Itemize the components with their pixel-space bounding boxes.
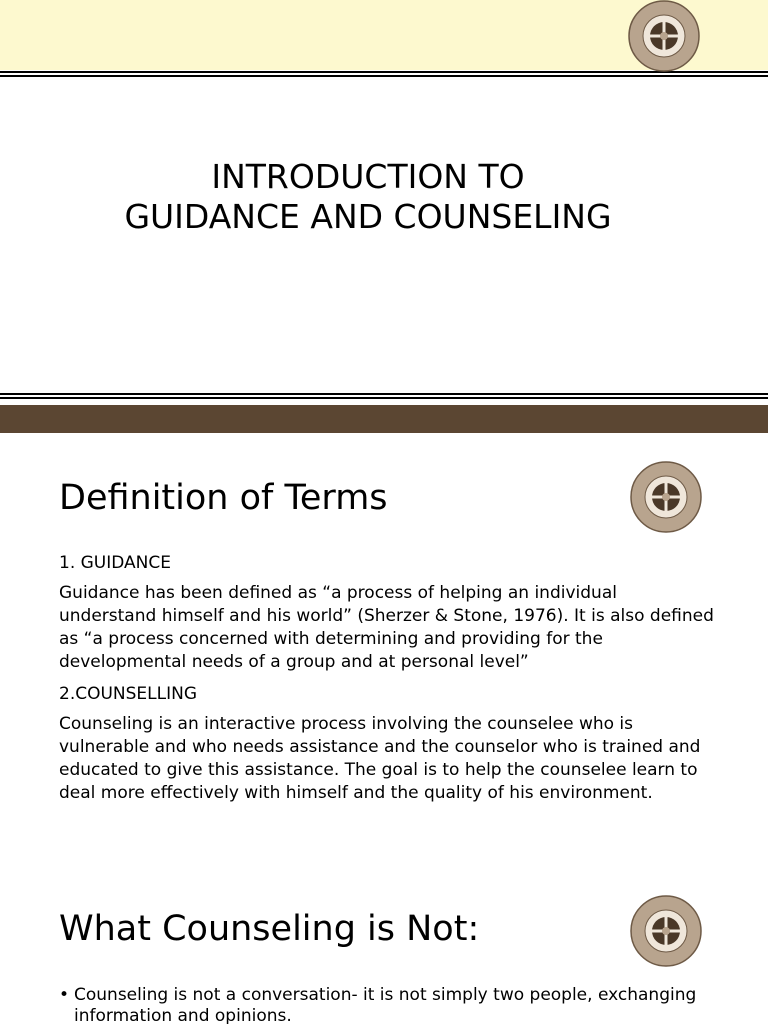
college-logo [630,895,702,967]
guidance-definition: Guidance has been defined as “a process of helping an individual understand himself and his world” (Sherzer & Stone, 1976). It is also defined as “a process concerned with determining and providing for the developmental needs of a group and at personal level” [59,583,714,672]
definitions-slide [0,433,768,865]
bullet-list [59,985,709,1024]
footer-rule-1 [0,393,768,395]
counselling-definition: Counseling is an interactive process involving the counselee who is vulnerable and who needs assistance and the counselor who is trained and educated to give this assistance. The goal is to help the counselee learn to deal more effectively with himself and the quality of his environment. [59,714,701,803]
title-slide [0,0,768,405]
title-line-1: INTRODUCTION TO [211,157,525,196]
what-counseling-is-not-heading: What Counseling is Not: [59,909,480,949]
what-counseling-is-not-slide [0,865,768,1024]
bullet-marker: • [59,985,70,1005]
header-rule-2 [0,75,768,77]
list-item [59,985,709,1024]
slide-title [0,157,736,237]
slide-divider-band [0,405,768,433]
title-line-2: GUIDANCE AND COUNSELING [124,197,612,236]
guidance-label: 1. GUIDANCE [59,553,172,573]
bullet-text: Counseling is not a conversation- it is not simply two people, exchanging information and opinions. [74,985,697,1024]
college-logo [630,461,702,533]
footer-rule-2 [0,397,768,399]
definitions-heading: Definition of Terms [59,478,388,518]
counselling-label: 2.COUNSELLING [59,684,198,704]
college-logo [628,0,700,72]
